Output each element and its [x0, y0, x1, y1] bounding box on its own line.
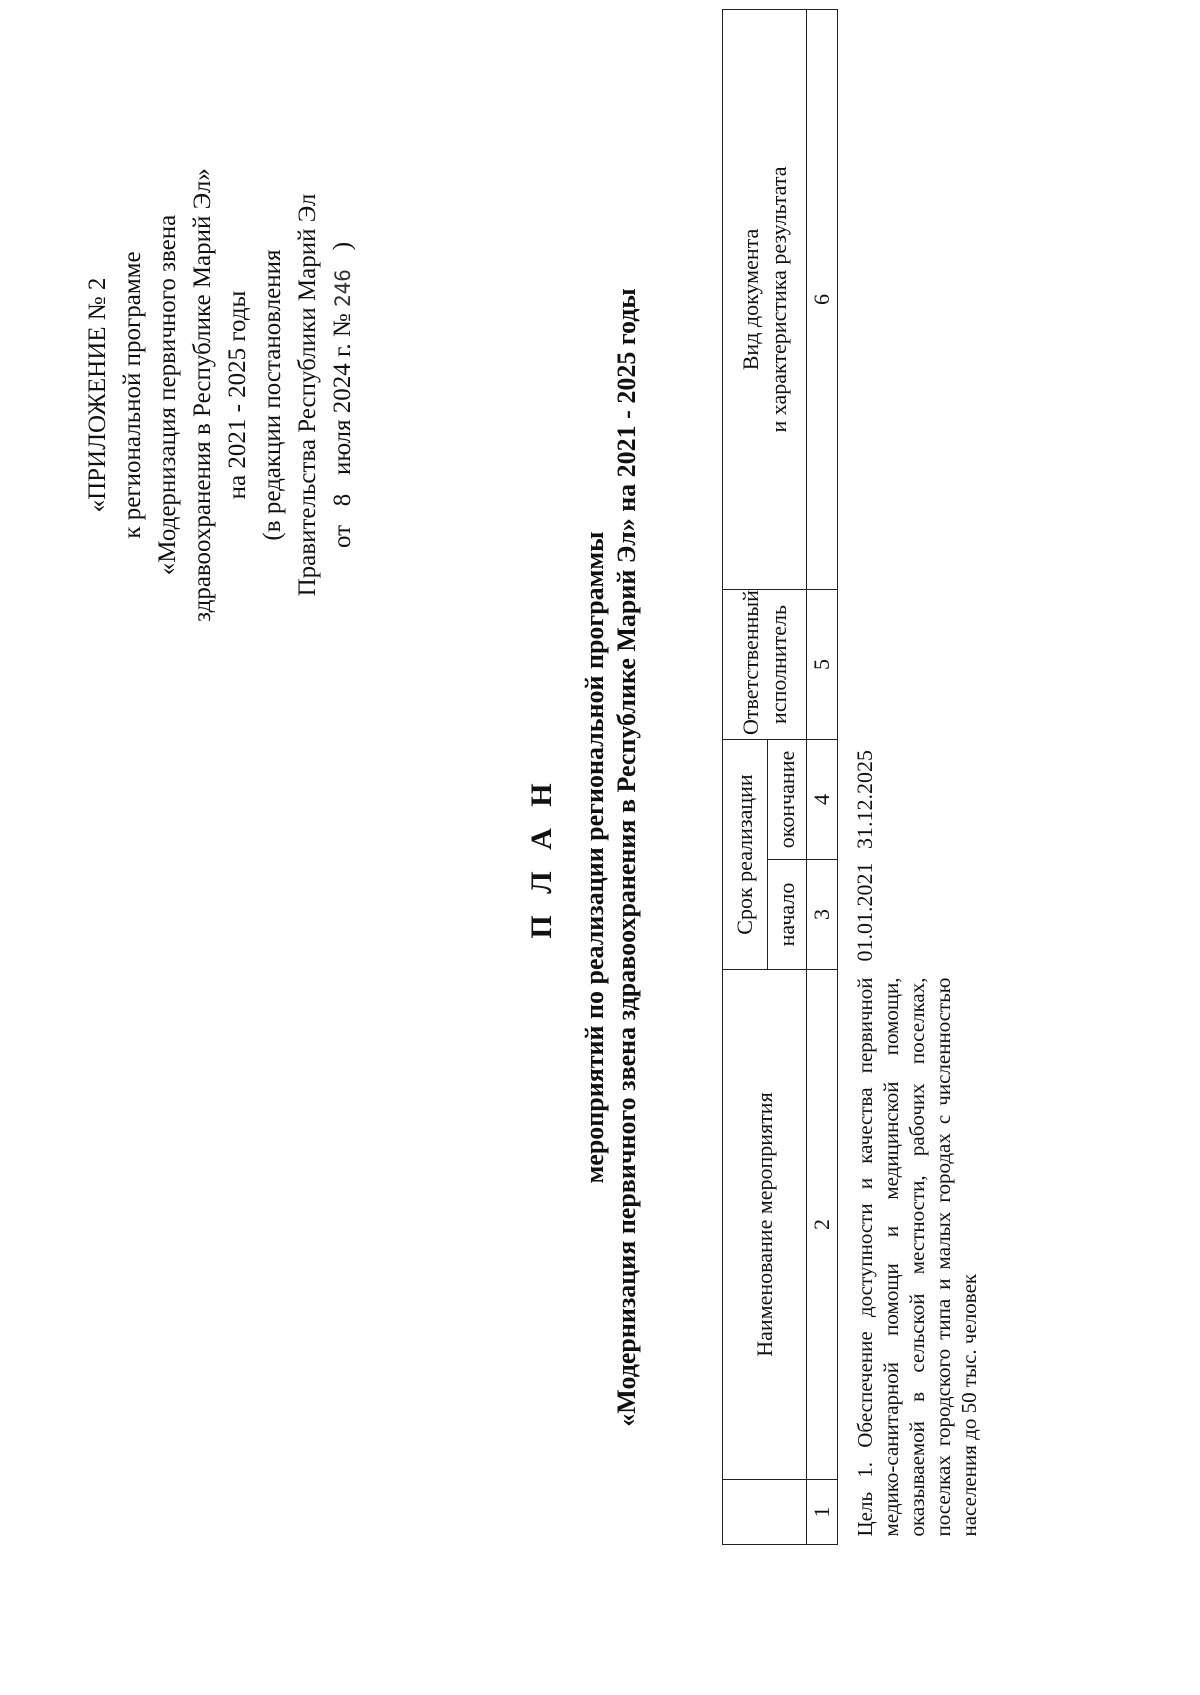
- table-row: [838, 9, 983, 1544]
- appendix-line: на 2021 - 2025 годы: [224, 290, 251, 500]
- responsible-cell: [838, 589, 983, 739]
- header-cell-period: Срок реализации: [723, 739, 768, 969]
- appendix-block: [80, 115, 361, 675]
- header-cell-number: [723, 1480, 807, 1545]
- plan-heading: [525, 170, 643, 1545]
- closing-parenthesis: ): [329, 241, 356, 251]
- result-cell: [838, 9, 983, 589]
- appendix-line: (в редакции постановления: [259, 249, 286, 541]
- column-number: 5: [807, 589, 838, 739]
- plan-title: П Л А Н: [525, 776, 558, 939]
- resolution-date-line: [325, 115, 361, 675]
- column-number: 3: [807, 860, 838, 970]
- column-number: 1: [807, 1480, 838, 1545]
- plan-subtitle-line1: мероприятий по реализации региональной программы: [580, 531, 609, 1184]
- header-cell-start: начало: [768, 860, 807, 970]
- header-cell-end: окончание: [768, 739, 807, 859]
- appendix-line: к региональной программе: [119, 251, 146, 539]
- header-cell-name: Наименование мероприятия: [723, 970, 807, 1480]
- column-number: 4: [807, 739, 838, 859]
- header-text-line: и характеристика результата: [765, 166, 791, 433]
- header-text-line: исполнитель: [765, 605, 791, 724]
- column-number: 6: [807, 9, 838, 589]
- end-date-cell: 31.12.2025: [852, 750, 877, 849]
- header-text-line: Ответственный: [737, 590, 763, 735]
- header-cell-result: [723, 9, 807, 589]
- appendix-line: «ПРИЛОЖЕНИЕ № 2: [84, 277, 111, 513]
- header-cell-responsible: [723, 589, 807, 739]
- goal-cell: Цель 1. Обеспечение доступности и качества первичной медико-санитарной помощи и медицинской помощи, оказываемой в сельской местности, рабочих поселках, поселках городского типа и малых городах с численностью населения до 50 тыс. человек: [853, 977, 981, 1537]
- resolution-number: 246: [331, 269, 355, 307]
- header-text-line: Вид документа: [737, 228, 763, 371]
- column-number: 2: [807, 970, 838, 1480]
- column-number-row: [807, 9, 838, 1544]
- appendix-line: «Модернизация первичного звена: [154, 214, 181, 576]
- date-month-year: июля 2024 г. №: [329, 313, 356, 475]
- date-prefix: от: [329, 524, 356, 549]
- plan-table: [722, 9, 982, 1545]
- start-date-cell: 01.01.2021: [852, 862, 877, 962]
- appendix-line: здравоохранения в Республике Марий Эл»: [189, 168, 216, 622]
- appendix-line: Правительства Республики Марий Эл: [294, 193, 321, 597]
- table-header-row: [723, 9, 768, 1544]
- plan-subtitle-line2: «Модернизация первичного звена здравоохранения в Республике Марий Эл» на 2021 - 2025 годы: [612, 288, 641, 1427]
- date-day: 8: [329, 493, 356, 507]
